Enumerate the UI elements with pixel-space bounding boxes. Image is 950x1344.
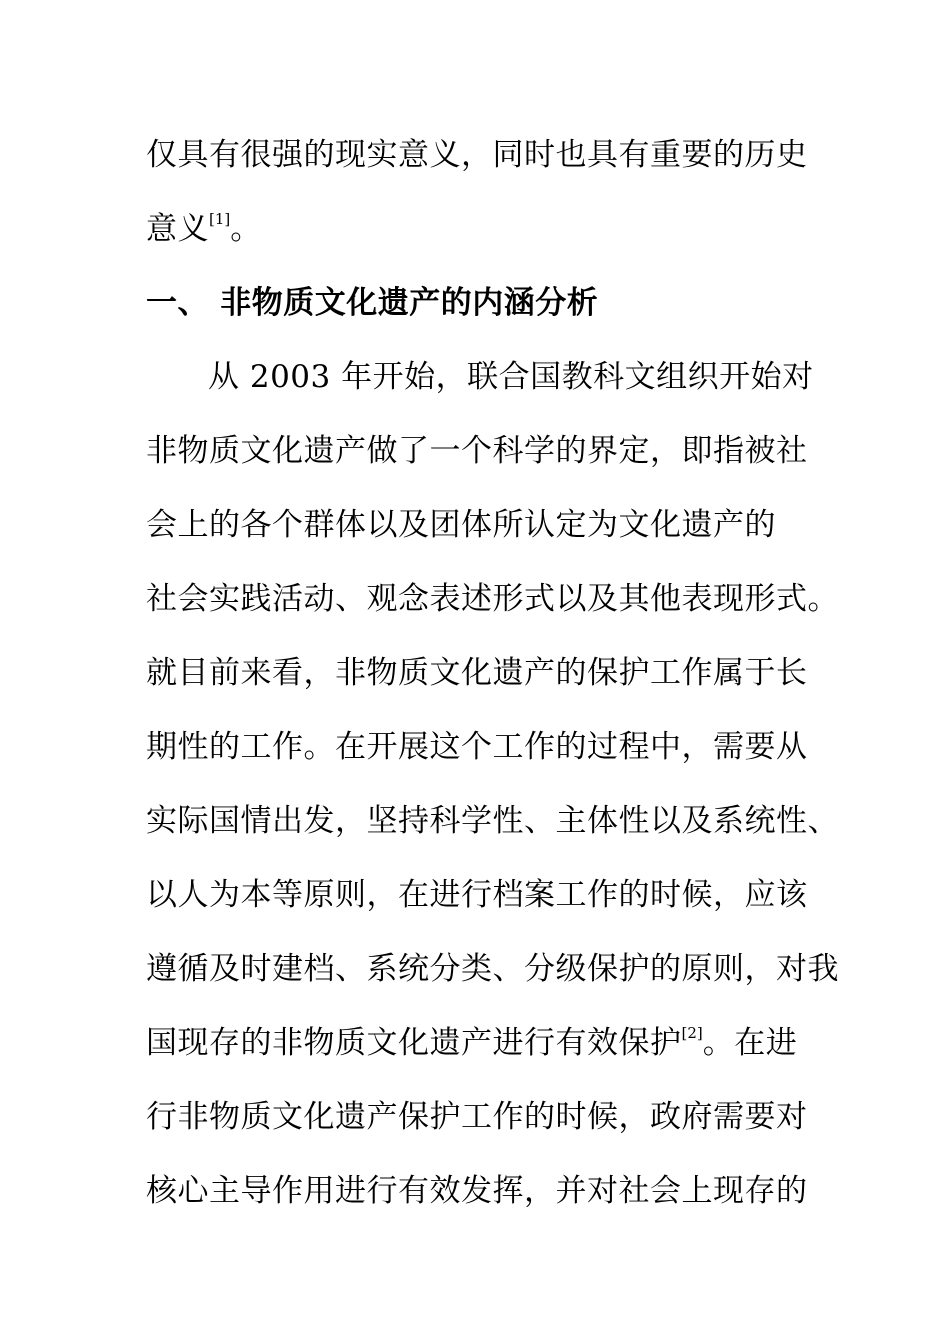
text-span: 国现存的非物质文化遗产进行有效保护 — [146, 1025, 682, 1061]
text-line: 从 2003 年开始，联合国教科文组织开始对 — [208, 359, 814, 395]
citation-ref: [1] — [209, 210, 231, 228]
text-line: 实际国情出发，坚持科学性、主体性以及系统性、 — [146, 803, 839, 839]
text-line — [146, 1006, 826, 1080]
text-line: 就目前来看，非物质文化遗产的保护工作属于长 — [146, 655, 808, 691]
text-span: 。 — [230, 211, 262, 247]
text-line: 期性的工作。在开展这个工作的过程中，需要从 — [146, 729, 808, 765]
text-line: 社会实践活动、观念表述形式以及其他表现形式。 — [146, 581, 839, 617]
text-line — [146, 192, 826, 266]
text-span: 。在进 — [702, 1025, 798, 1061]
text-line: 仅具有很强的现实意义，同时也具有重要的历史 — [146, 137, 808, 173]
text-line: 核心主导作用进行有效发挥，并对社会上现存的 — [146, 1173, 808, 1209]
document-page — [146, 118, 839, 1228]
text-line: 行非物质文化遗产保护工作的时候，政府需要对 — [146, 1099, 808, 1135]
section-heading: 一、 非物质文化遗产的内涵分析 — [146, 285, 599, 321]
text-line: 非物质文化遗产做了一个科学的界定，即指被社 — [146, 433, 808, 469]
citation-ref: [2] — [681, 1024, 703, 1042]
text-line: 遵循及时建档、系统分类、分级保护的原则，对我 — [146, 951, 839, 987]
text-span: 意义 — [146, 211, 209, 247]
text-line: 以人为本等原则，在进行档案工作的时候，应该 — [146, 877, 808, 913]
text-line: 会上的各个群体以及团体所认定为文化遗产的 — [146, 507, 776, 543]
